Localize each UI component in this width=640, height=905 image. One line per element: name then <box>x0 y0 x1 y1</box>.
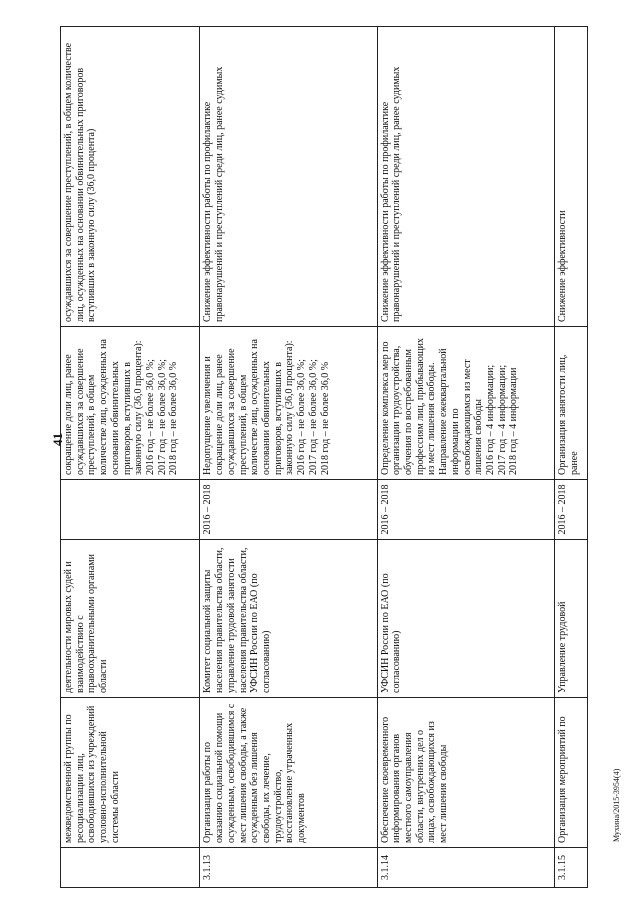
cell-event: межведомственной группы по ресоциализации лиц, освободившихся из учреждений уголовно-исполнительной системы области <box>61 698 200 848</box>
cell-result: Снижение эффективности работы по профилактике правонарушений и преступлений среди лиц, ранее судимых <box>200 27 377 327</box>
cell-period: 2016 – 2018 <box>377 480 554 540</box>
cell-result: Снижение эффективности работы по профилактике правонарушений и преступлений среди лиц, ранее судимых <box>377 27 554 327</box>
indicator-line: 2018 год – не более 36,0 % <box>168 361 180 475</box>
cell-indicators <box>61 327 200 480</box>
cell-event: Обеспечение своевременного информирования органов местного самоуправления области, внутренних дел о лицах, освобождающихся из мест лишения свободы <box>377 698 554 848</box>
cell-num <box>61 848 200 888</box>
indicator-line: 2018 год – не более 36,0 % <box>319 361 331 475</box>
indicator-line: 2018 год – 4 информации <box>508 367 520 475</box>
cell-period: 2016 – 2018 <box>554 480 587 540</box>
indicator-line: Организация занятости лиц, ранее <box>556 354 580 475</box>
cell-event: Организация мероприятий по <box>554 698 587 848</box>
table-row <box>200 27 377 888</box>
table-row <box>377 27 554 888</box>
indicator-line: сокращение доли лиц, ранее осуждавшихся за совершение преступлений, в общем количестве лиц, осужденных на основании обвинительных приговоров, вступивших в законную силу (36,0 процента): <box>63 339 145 475</box>
cell-num: 3.1.15 <box>554 848 587 888</box>
indicator-line: 2016 год – 4 информации; <box>484 364 496 475</box>
cell-num: 3.1.13 <box>200 848 377 888</box>
cell-period: 2016 – 2018 <box>200 480 377 540</box>
cell-executor: Управление трудовой <box>554 540 587 698</box>
measures-table <box>60 26 588 888</box>
cell-indicators <box>554 327 587 480</box>
cell-indicators <box>377 327 554 480</box>
cell-executor: УФСИН России по ЕАО (по согласованию) <box>377 540 554 698</box>
indicator-line: Определение комплекса мер по организации трудоустройства, обучения по востребованным профессиям лиц, прибывающих из мест лишения свободы. <box>379 338 438 475</box>
indicator-line: 2016 год – не более 36,0 %; <box>296 359 308 475</box>
cell-event: Организация работы по оказанию социальной помощи осужденным, освободившимся с мест лишения свободы, а также осужденным без лишения свободы, их лечение, трудоустройство, восстановление утраченных документов <box>200 698 377 848</box>
cell-executor: деятельности мировых судей и взаимодействию с правоохранительными органами области <box>61 540 200 698</box>
cell-executor: Комитет социальной защиты населения правительства области, управление трудовой занятости населения правительства области, УФСИН России по ЕАО (по согласованию) <box>200 540 377 698</box>
table-row <box>61 27 200 888</box>
cell-num: 3.1.14 <box>377 848 554 888</box>
cell-period <box>61 480 200 540</box>
indicator-line: 2017 год – 4 информации; <box>496 364 508 475</box>
cell-result: Снижение эффективности <box>554 27 587 327</box>
indicator-line: 2017 год – не более 36,0 %; <box>156 359 168 475</box>
table-row <box>554 27 587 888</box>
cell-indicators <box>200 327 377 480</box>
cell-result: осуждавшихся за совершение преступлений, в общем количестве лиц, осужденных на основании обвинительных приговоров вступивших в законную силу (36,0 процента) <box>61 27 200 327</box>
indicator-line: Направление ежеквартальной информации по освобождающимся из мест лишения свободы <box>438 348 485 475</box>
indicator-line: 2017 год – не более 36,0 %; <box>307 359 319 475</box>
indicator-line: 2016 год – не более 36,0 %; <box>144 359 156 475</box>
page-number: 41 <box>50 433 65 446</box>
indicator-line: Недопущение увеличения и сокращение доли лиц, ранее осуждавшихся за совершение преступлений, в общем количестве лиц, осужденных на основании обвинительных приговоров, вступивших в законную силу (36,0 процента): <box>202 339 296 475</box>
footer-reference: Мухина/2015-3954(4) <box>612 768 621 842</box>
rotated-table-container <box>60 27 588 888</box>
